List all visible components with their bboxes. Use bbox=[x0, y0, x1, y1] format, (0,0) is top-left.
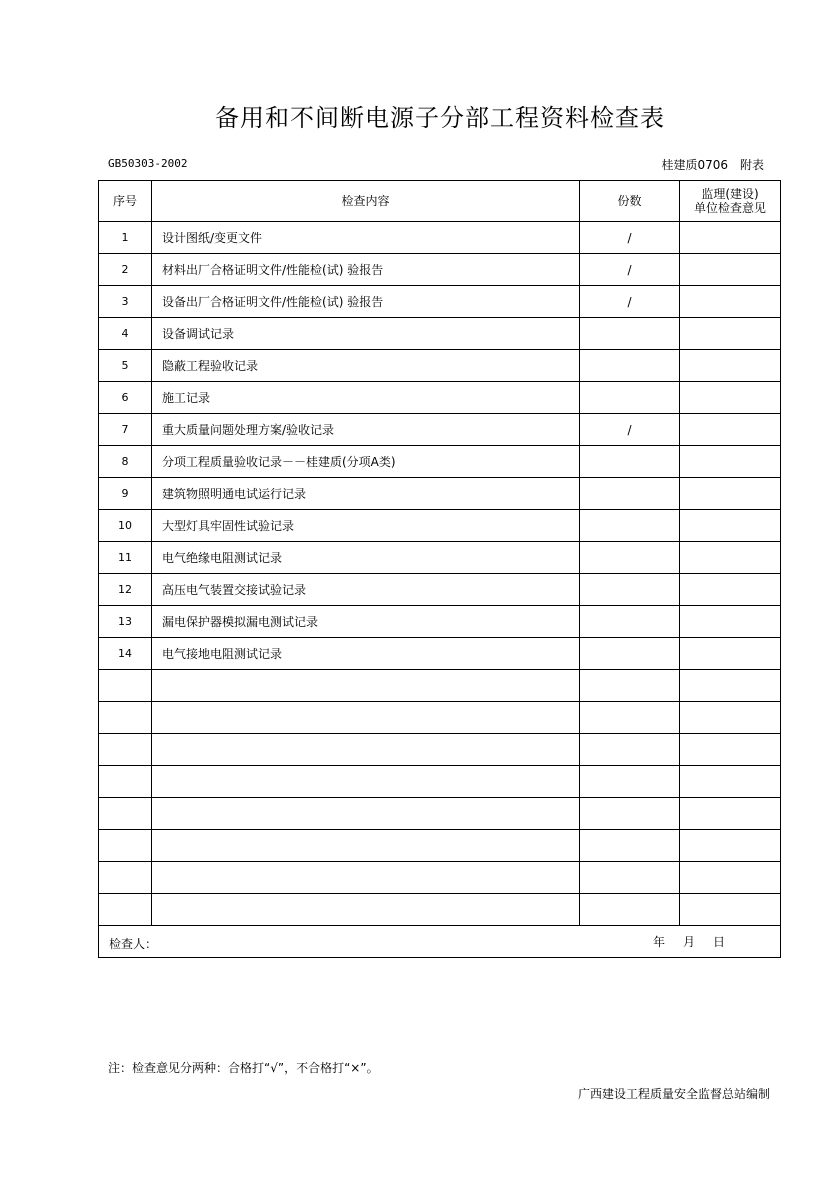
row-opinion bbox=[680, 670, 781, 702]
row-content: 隐蔽工程验收记录 bbox=[152, 350, 580, 382]
row-content bbox=[152, 862, 580, 894]
row-no: 4 bbox=[99, 318, 152, 350]
signature-row bbox=[99, 926, 781, 958]
row-no bbox=[99, 830, 152, 862]
row-no: 12 bbox=[99, 574, 152, 606]
table-row bbox=[99, 734, 781, 766]
row-content: 分项工程质量验收记录－－桂建质(分项A类) bbox=[152, 446, 580, 478]
row-no: 9 bbox=[99, 478, 152, 510]
inspector-label: 检查人： bbox=[109, 937, 158, 951]
row-no: 2 bbox=[99, 254, 152, 286]
row-no: 13 bbox=[99, 606, 152, 638]
table-row bbox=[99, 350, 781, 382]
date-label: 年 月 日 bbox=[652, 935, 728, 949]
row-count bbox=[580, 510, 680, 542]
row-count: / bbox=[580, 222, 680, 254]
row-content bbox=[152, 798, 580, 830]
row-content: 大型灯具牢固性试验记录 bbox=[152, 510, 580, 542]
row-opinion bbox=[680, 478, 781, 510]
row-opinion bbox=[680, 702, 781, 734]
row-opinion bbox=[680, 574, 781, 606]
row-content bbox=[152, 894, 580, 926]
table-row bbox=[99, 478, 781, 510]
row-count bbox=[580, 638, 680, 670]
standard-code: GB50303-2002 bbox=[108, 157, 188, 170]
row-count bbox=[580, 798, 680, 830]
inspection-table bbox=[98, 180, 781, 958]
row-count: / bbox=[580, 414, 680, 446]
row-content bbox=[152, 670, 580, 702]
signature-cell bbox=[99, 926, 781, 958]
table-row bbox=[99, 798, 781, 830]
row-opinion bbox=[680, 542, 781, 574]
row-opinion bbox=[680, 798, 781, 830]
row-count bbox=[580, 382, 680, 414]
row-no: 5 bbox=[99, 350, 152, 382]
table-row bbox=[99, 702, 781, 734]
row-count bbox=[580, 574, 680, 606]
row-count bbox=[580, 318, 680, 350]
page-title: 备用和不间断电源子分部工程资料检查表 bbox=[215, 104, 665, 132]
row-count bbox=[580, 606, 680, 638]
row-count bbox=[580, 894, 680, 926]
table-row bbox=[99, 222, 781, 254]
row-no: 11 bbox=[99, 542, 152, 574]
row-content: 建筑物照明通电试运行记录 bbox=[152, 478, 580, 510]
row-opinion bbox=[680, 862, 781, 894]
row-content: 电气绝缘电阻测试记录 bbox=[152, 542, 580, 574]
row-count bbox=[580, 350, 680, 382]
row-no bbox=[99, 702, 152, 734]
row-opinion bbox=[680, 382, 781, 414]
row-opinion bbox=[680, 766, 781, 798]
row-no bbox=[99, 670, 152, 702]
row-no: 14 bbox=[99, 638, 152, 670]
row-count bbox=[580, 734, 680, 766]
table-row bbox=[99, 446, 781, 478]
row-opinion bbox=[680, 894, 781, 926]
header-count: 份数 bbox=[580, 181, 680, 222]
header-content: 检查内容 bbox=[152, 181, 580, 222]
row-opinion bbox=[680, 286, 781, 318]
row-content: 材料出厂合格证明文件/性能检(试) 验报告 bbox=[152, 254, 580, 286]
table-row bbox=[99, 286, 781, 318]
row-content bbox=[152, 734, 580, 766]
row-no bbox=[99, 766, 152, 798]
header-no: 序号 bbox=[99, 181, 152, 222]
row-no: 10 bbox=[99, 510, 152, 542]
row-opinion bbox=[680, 414, 781, 446]
row-no bbox=[99, 798, 152, 830]
table-row bbox=[99, 766, 781, 798]
row-count bbox=[580, 766, 680, 798]
row-content: 设备调试记录 bbox=[152, 318, 580, 350]
row-no: 3 bbox=[99, 286, 152, 318]
row-no: 8 bbox=[99, 446, 152, 478]
row-content: 设计图纸/变更文件 bbox=[152, 222, 580, 254]
row-opinion bbox=[680, 254, 781, 286]
table-body bbox=[99, 222, 781, 926]
table-row bbox=[99, 382, 781, 414]
table-row bbox=[99, 574, 781, 606]
table-row bbox=[99, 670, 781, 702]
table-row bbox=[99, 414, 781, 446]
footer-text: 广西建设工程质量安全监督总站编制 bbox=[577, 1087, 770, 1101]
row-no bbox=[99, 862, 152, 894]
header-opinion-line1: 监理(建设) bbox=[701, 187, 759, 201]
row-opinion bbox=[680, 222, 781, 254]
table-row bbox=[99, 862, 781, 894]
table-header-row bbox=[99, 181, 781, 222]
row-content: 设备出厂合格证明文件/性能检(试) 验报告 bbox=[152, 286, 580, 318]
row-opinion bbox=[680, 638, 781, 670]
table-row bbox=[99, 510, 781, 542]
row-count bbox=[580, 862, 680, 894]
row-count bbox=[580, 830, 680, 862]
table-row bbox=[99, 638, 781, 670]
row-count: / bbox=[580, 254, 680, 286]
row-count bbox=[580, 478, 680, 510]
row-opinion bbox=[680, 510, 781, 542]
table-row bbox=[99, 830, 781, 862]
row-content bbox=[152, 830, 580, 862]
row-no: 6 bbox=[99, 382, 152, 414]
row-opinion bbox=[680, 446, 781, 478]
row-content bbox=[152, 702, 580, 734]
row-content: 电气接地电阻测试记录 bbox=[152, 638, 580, 670]
header-opinion bbox=[680, 181, 781, 222]
row-opinion bbox=[680, 350, 781, 382]
row-count bbox=[580, 702, 680, 734]
header-opinion-line2: 单位检查意见 bbox=[693, 201, 766, 215]
form-code: 桂建质0706 附表 bbox=[661, 158, 764, 172]
table-row bbox=[99, 606, 781, 638]
row-count bbox=[580, 446, 680, 478]
row-opinion bbox=[680, 318, 781, 350]
row-opinion bbox=[680, 734, 781, 766]
row-count: / bbox=[580, 286, 680, 318]
row-content: 施工记录 bbox=[152, 382, 580, 414]
row-opinion bbox=[680, 606, 781, 638]
row-count bbox=[580, 542, 680, 574]
table-row bbox=[99, 542, 781, 574]
row-no: 7 bbox=[99, 414, 152, 446]
row-count bbox=[580, 670, 680, 702]
row-opinion bbox=[680, 830, 781, 862]
row-content: 漏电保护器模拟漏电测试记录 bbox=[152, 606, 580, 638]
note-text: 注：检查意见分两种：合格打“√”，不合格打“×”。 bbox=[108, 1061, 379, 1075]
table-row bbox=[99, 318, 781, 350]
row-no: 1 bbox=[99, 222, 152, 254]
table-row bbox=[99, 254, 781, 286]
row-no bbox=[99, 734, 152, 766]
row-no bbox=[99, 894, 152, 926]
row-content: 高压电气装置交接试验记录 bbox=[152, 574, 580, 606]
table-row bbox=[99, 894, 781, 926]
row-content bbox=[152, 766, 580, 798]
row-content: 重大质量问题处理方案/验收记录 bbox=[152, 414, 580, 446]
